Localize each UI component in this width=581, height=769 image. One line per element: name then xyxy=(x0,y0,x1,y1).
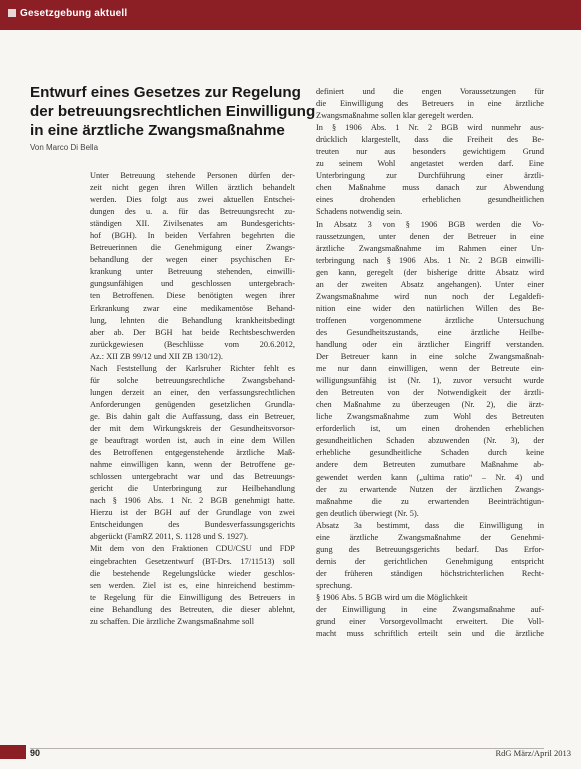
text-line: gungsunfähigen und geschlossen untergebrach- xyxy=(90,279,295,289)
text-line: nach § 1906 Abs. 1 Nr. 2 BGB genehmigt hatte. xyxy=(90,496,295,506)
text-line: Zwangsmaßnahme wird nun noch der Legaldefi- xyxy=(316,291,544,301)
text-line: erforderlich ist, um einen drohenden erheblichen xyxy=(316,424,544,434)
text-line: troffenen vorgenommene ärztliche Untersuchung xyxy=(316,315,544,325)
text-line: Nach Feststellung der Karlsruher Richter fehlt es xyxy=(90,363,295,373)
text-line: liche Zwangsmaßnahme zum Wohl des Betreuten xyxy=(316,412,544,422)
text-line: dungen des u. a. für das Betreuungsrecht zu- xyxy=(90,207,295,217)
text-line: an der zweiten Absatz angehangen). Unter einer xyxy=(316,279,544,289)
text-line: nahme einwilligen kann, wenn der Betroffene ge- xyxy=(90,460,295,470)
text-line: ständigen XII. Zivilsenates am Bundesgerichts- xyxy=(90,219,295,229)
text-line: macht muss schriftlich erteilt sein und die ärztliche xyxy=(316,629,544,639)
text-line: te Regelung für die Einwilligung des Betreuers in xyxy=(90,592,295,602)
text-line: lung, lehnten die Behandlung krankheitsbedingt xyxy=(90,315,295,325)
text-line: krankung unter Betreuung stehenden, einwilli- xyxy=(90,267,295,277)
text-line: gesundheitlichen Schaden abzuwenden (Nr. 3), der xyxy=(316,436,544,446)
text-line: eines drohenden erheblichen gesundheitlichen xyxy=(316,195,544,205)
text-line: § 1906 Abs. 5 BGB wird um die Möglichkeit xyxy=(316,592,468,602)
text-line: Hierzu ist der BGH auf der Grundlage von zwei xyxy=(90,508,295,518)
text-line: handlung oder ein ärztlicher Eingriff verstanden. xyxy=(316,339,544,349)
text-line: chen Maßnahme muss danach zur Abwendung xyxy=(316,183,544,193)
text-line: ten Betroffenen. Diese benötigten wegen ihrer xyxy=(90,291,295,301)
text-line: definiert und die engen Voraussetzungen für xyxy=(316,87,544,96)
text-line: gewendet werden kann („ultima ratio“ – Nr. 4) und xyxy=(316,472,544,482)
text-line: Betreuerinnen die Genehmigung einer Zwangs- xyxy=(90,243,295,253)
text-line: Absatz 3a bestimmt, dass die Einwilligung in xyxy=(316,520,544,530)
text-line: willigungsunfähig ist (Nr. 1), zuvor versucht wurde xyxy=(316,376,544,386)
text-line: maßnahme die zu erwartenden Beeinträchtigun- xyxy=(316,496,544,506)
text-line: der zu erwartende Nutzen der ärztlichen Zwangs- xyxy=(316,484,544,494)
text-line: Zwangsmaßnahme sollen klar geregelt werden. xyxy=(316,111,474,121)
section-title: Gesetzgebung aktuell xyxy=(20,8,128,19)
text-line: Az.: XII ZB 99/12 und XII ZB 130/12). xyxy=(90,351,223,361)
footer-rule xyxy=(30,748,544,749)
text-line: werden. Dies folgt aus zwei aktuellen Entschei- xyxy=(90,195,295,205)
page-number: 90 xyxy=(30,748,41,758)
text-line: des Betroffenen entgegenstehende ärztliche Maß- xyxy=(90,448,295,458)
text-line: der früheren ständigen höchstrichterlichen Recht- xyxy=(316,568,544,578)
text-line: ärztliche Zwangsmaßnahme im Rahmen einer Un- xyxy=(316,243,544,253)
text-column-right xyxy=(316,86,544,640)
text-line: chen Maßnahme zu überzeugen (Nr. 2), die ärzt- xyxy=(316,400,544,410)
text-line: grund einer Vorsorgevollmacht erweitert. Die Voll- xyxy=(316,617,544,627)
text-line: gen deutlich überwiegt (Nr. 5). xyxy=(316,508,419,518)
text-line: der Einwilligung in eine Zwangsmaßnahme auf- xyxy=(316,605,544,615)
text-line: den Betreuten von der Notwendigkeit der ärztli- xyxy=(316,388,544,398)
text-line: die bestehende Regelungslücke wieder geschlos- xyxy=(90,568,295,578)
text-line: aber ab. Der BGH hat beide Rechtsbeschwerden xyxy=(90,327,295,337)
text-line: ge. Bis dahin galt die Auffassung, dass ein Betreuer, xyxy=(90,411,295,421)
text-line: behandlung der wegen einer psychischen Er- xyxy=(90,255,295,265)
text-line: sprechung. xyxy=(316,580,353,590)
text-line: Schadens notwendig sein. xyxy=(316,207,403,217)
square-icon xyxy=(8,9,16,17)
text-line: für solche betreuungsrechtliche Zwangsbehand- xyxy=(90,375,295,385)
text-line: die Einwilligung des Betreuers in eine ärztliche xyxy=(316,99,544,109)
journal-issue: RdG März/April 2013 xyxy=(495,748,571,758)
text-line: zu schaffen. Die ärztliche Zwangsmaßnahme soll xyxy=(90,616,255,626)
text-line: In § 1906 Abs. 1 Nr. 2 BGB wird nunmehr aus- xyxy=(316,123,544,133)
text-line: des Gesundheitszustands, eine ärztliche Heilbe- xyxy=(316,327,544,337)
text-line: der mit dem Wirkungskreis der Gesundheitsvorsor- xyxy=(90,423,295,433)
article-title xyxy=(30,83,315,140)
text-line: eingebrachten Gesetzentwurf (BT-Drs. 17/11513) soll xyxy=(90,556,295,566)
title-line: in eine ärztliche Zwangsmaßnahme xyxy=(30,122,285,139)
text-line: erhebliche gesundheitliche Schaden durch keine xyxy=(316,448,544,458)
text-line: andere dem Betreuten zumutbare Maßnahme ab- xyxy=(316,460,544,470)
text-line: nition eine wider den natürlichen Willen des Be- xyxy=(316,303,544,313)
footer-accent-bar xyxy=(0,745,26,759)
text-line: raussetzungen, unter denen der Betreuer in eine xyxy=(316,231,544,241)
text-line: zeit nicht gegen ihren Willen ärztlich behandelt xyxy=(90,183,295,193)
text-line: zurückgewiesen (Beschlüsse vom 20.6.2012, xyxy=(90,339,295,349)
text-line: Erkrankung zwar eine medikamentöse Behand- xyxy=(90,303,295,313)
text-line: eine ärztliche Zwangsmaßnahme der Genehmi- xyxy=(316,532,544,542)
text-column-left xyxy=(90,170,295,628)
section-label xyxy=(8,8,127,19)
text-line: treuten nur aus besonders gewichtigem Grund xyxy=(316,147,544,157)
text-line: terbringung nach § 1906 Abs. 1 Nr. 2 BGB einwilli- xyxy=(316,255,544,265)
text-line: Anforderungen genügenden gesetzlichen Grundla- xyxy=(90,399,295,409)
text-line: Der Betreuer kann in eine solche Zwangsmaßnah- xyxy=(316,352,544,362)
text-line: gung des Betreuungsgerichts bedarf. Das Erfor- xyxy=(316,544,544,554)
text-line: hof (BGH). In beiden Verfahren begehrten die xyxy=(90,231,295,241)
text-line: sen werden. Ziel ist es, eine hinreichend bestimm- xyxy=(90,580,295,590)
text-line: lungen derzeit an einer, den verfassungsrechtlichen xyxy=(90,387,295,397)
title-line: der betreuungsrechtlichen Einwilligung xyxy=(30,103,316,120)
text-line: ge beauftragt worden ist, auch in eine dem Willen xyxy=(90,436,295,446)
text-line: me nur dann einwilligen, wenn der Betreute ein- xyxy=(316,364,544,374)
text-line: drücklich klargestellt, dass die Freiheit des Be- xyxy=(316,135,544,145)
text-line: dernis der gerichtlichen Genehmigung entspricht xyxy=(316,556,544,566)
text-line: In Absatz 3 von § 1906 BGB werden die Vo- xyxy=(316,219,544,229)
text-line: Unter Betreuung stehende Personen dürfen der- xyxy=(90,171,295,180)
text-line: eine Behandlung des Betreuten, die dieser ablehnt, xyxy=(90,604,295,614)
text-line: abgerückt (FamRZ 2011, S. 1128 und S. 1927). xyxy=(90,532,249,542)
text-line: Entscheidungen des Bundesverfassungsgerichts xyxy=(90,520,295,530)
text-line: gen kann, geregelt (der bisherige dritte Absatz wird xyxy=(316,267,544,277)
text-line: Mit dem von den Fraktionen CDU/CSU und FDP xyxy=(90,544,295,554)
author-byline: Von Marco Di Bella xyxy=(30,143,99,152)
text-line: schlossen untergebracht war und das Betreuungs- xyxy=(90,472,295,482)
title-line: Entwurf eines Gesetzes zur Regelung xyxy=(30,84,301,101)
text-line: gericht die Unterbringung zur Heilbehandlung xyxy=(90,484,295,494)
text-line: Unterbringung zur Durchführung einer ärztli- xyxy=(316,171,544,181)
text-line: zu seinem Wohl angetastet werden darf. Eine xyxy=(316,159,544,169)
